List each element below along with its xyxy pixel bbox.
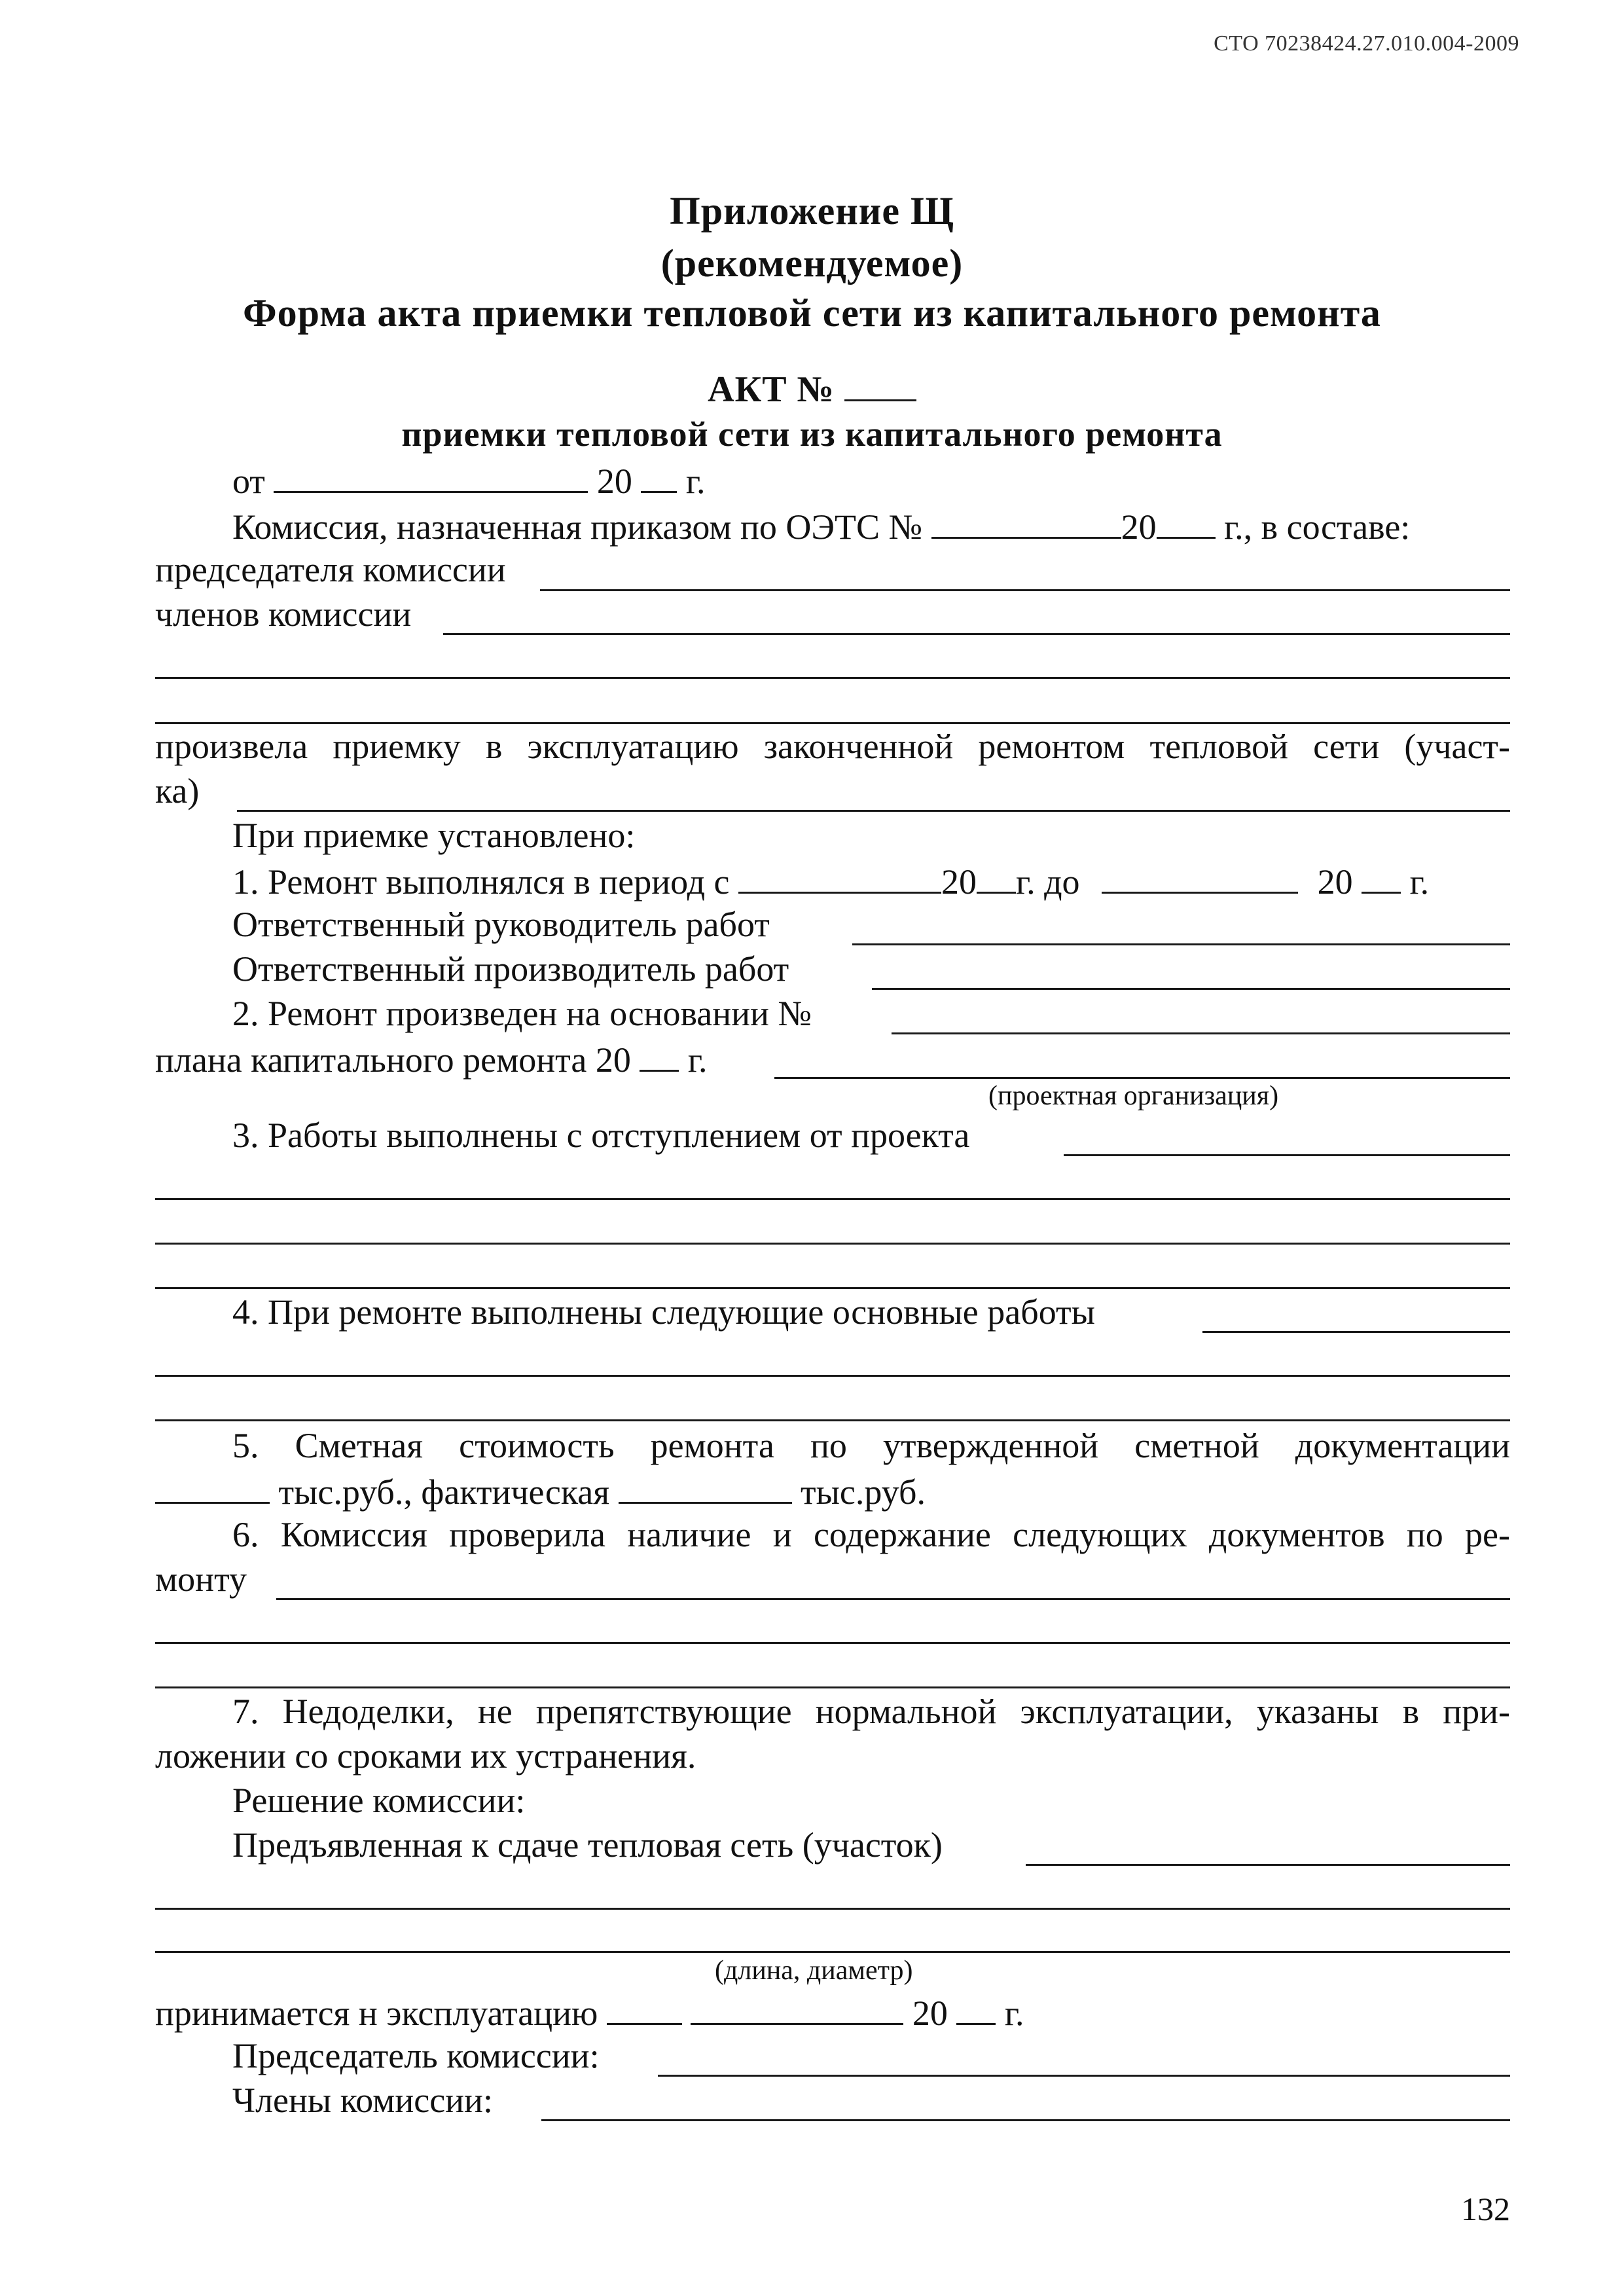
act-subtitle: приемки тепловой сети из капитального ремонта — [401, 414, 1223, 454]
item2-label: 2. Ремонт произведен на основании № — [232, 994, 812, 1033]
members-signature-blank[interactable] — [541, 2119, 1510, 2121]
item6-line-2: монту — [155, 1559, 247, 1599]
accepted-day-blank[interactable] — [607, 1990, 682, 2025]
period-start-year-blank[interactable] — [977, 859, 1016, 894]
estimated-cost-blank[interactable] — [155, 1469, 270, 1504]
presented-blank-3[interactable] — [155, 1951, 1510, 1953]
item4-blank-3[interactable] — [155, 1419, 1510, 1421]
accepted-year-blank[interactable] — [956, 1990, 996, 2025]
accepted-month-blank[interactable] — [691, 1990, 903, 2025]
chairman-blank[interactable] — [540, 589, 1510, 591]
item3-blank-4[interactable] — [155, 1287, 1510, 1289]
item5-unit1: тыс.руб., фактическая — [278, 1472, 610, 1512]
order-year-blank[interactable] — [1157, 504, 1216, 539]
accepted-year-suffix: г. — [1004, 1994, 1024, 2033]
actual-cost-blank[interactable] — [619, 1469, 792, 1504]
act-year-prefix: 20 — [596, 462, 632, 501]
item1-until: г. до — [1016, 862, 1080, 902]
act-date-blank[interactable] — [274, 458, 588, 493]
chairman-signature-label: Председатель комиссии: — [232, 2036, 600, 2075]
established-label: При приемке установлено: — [232, 816, 636, 855]
act-year-blank[interactable] — [641, 458, 677, 493]
decision-label: Решение комиссии: — [232, 1781, 526, 1820]
responsible-manager-label: Ответственный руководитель работ — [232, 905, 770, 944]
item5-unit2: тыс.руб. — [801, 1472, 926, 1512]
section-blank[interactable] — [237, 810, 1510, 812]
members-blank-3[interactable] — [155, 722, 1510, 724]
accepted-label: принимается н эксплуатацию — [155, 1994, 598, 2033]
item3-label: 3. Работы выполнены с отступлением от проекта — [232, 1116, 970, 1155]
act-year-suffix: г. — [685, 462, 706, 501]
item6-line-1: 6. Комиссия проверила наличие и содержание следующих документов по ре- — [232, 1515, 1510, 1554]
item6-blank[interactable] — [276, 1598, 1510, 1600]
responsible-manager-blank[interactable] — [852, 943, 1510, 945]
members-label: членов комиссии — [155, 594, 412, 634]
item7-line-1: 7. Недоделки, не препятствующие нормальной эксплуатации, указаны в при- — [232, 1692, 1510, 1731]
item3-blank-3[interactable] — [155, 1243, 1510, 1245]
item3-blank[interactable] — [1064, 1154, 1510, 1156]
plan-line — [155, 1037, 707, 1081]
appendix-subtitle: (рекомендуемое) — [660, 242, 964, 285]
period-end-blank[interactable] — [1102, 859, 1298, 894]
plan-label: плана капитального ремонта 20 — [155, 1040, 631, 1080]
chairman-signature-blank[interactable] — [658, 2075, 1510, 2077]
presented-blank-2[interactable] — [155, 1908, 1510, 1910]
responsible-producer-blank[interactable] — [872, 988, 1510, 990]
item6-blank-2[interactable] — [155, 1642, 1510, 1644]
act-number-blank[interactable] — [844, 367, 916, 401]
item3-blank-2[interactable] — [155, 1198, 1510, 1200]
members-blank[interactable] — [443, 633, 1510, 635]
item5-line-1: 5. Сметная стоимость ремонта по утвержденной сметной документации — [232, 1426, 1510, 1465]
responsible-producer-label: Ответственный производитель работ — [232, 949, 789, 989]
item1-year: 20 — [941, 862, 977, 902]
design-org-caption: (проектная организация) — [988, 1081, 1279, 1111]
act-date-label: от — [232, 462, 265, 501]
item2-blank[interactable] — [892, 1032, 1510, 1034]
chairman-label: председателя комиссии — [155, 550, 506, 589]
form-title: Форма акта приемки тепловой сети из капитального ремонта — [243, 291, 1381, 335]
commission-intro-line — [232, 504, 1410, 548]
acceptance-line-1: произвела приемку в эксплуатацию законченной ремонтом тепловой сети (участ- — [155, 727, 1510, 766]
document-code: СТО 70238424.27.010.004-2009 — [1214, 31, 1519, 56]
item1-line — [232, 859, 1429, 903]
page-number: 132 — [1461, 2191, 1510, 2227]
accepted-year: 20 — [912, 1994, 948, 2033]
item6-blank-3[interactable] — [155, 1686, 1510, 1688]
appendix-title: Приложение Щ — [670, 189, 954, 232]
item1-end-year: 20 — [1317, 862, 1353, 902]
plan-suffix: г. — [687, 1040, 708, 1080]
acceptance-line-2: ка) — [155, 771, 200, 811]
period-end-year-blank[interactable] — [1362, 859, 1401, 894]
item5-line-2 — [155, 1469, 926, 1513]
commission-year: 20 — [1121, 507, 1157, 547]
commission-intro: Комиссия, назначенная приказом по ОЭТС № — [232, 507, 923, 547]
item4-blank[interactable] — [1202, 1331, 1510, 1333]
item4-blank-2[interactable] — [155, 1375, 1510, 1377]
presented-label: Предъявленная к сдаче тепловая сеть (участок) — [232, 1825, 943, 1865]
plan-year-blank[interactable] — [640, 1037, 679, 1072]
order-number-blank[interactable] — [931, 504, 1121, 539]
length-diameter-caption: (длина, диаметр) — [715, 1956, 913, 1986]
act-number-heading — [0, 367, 1624, 410]
item1-start: 1. Ремонт выполнялся в период с — [232, 862, 730, 902]
commission-composition: г., в составе: — [1224, 507, 1411, 547]
presented-blank[interactable] — [1026, 1864, 1510, 1866]
members-blank-2[interactable] — [155, 677, 1510, 679]
period-start-blank[interactable] — [738, 859, 941, 894]
act-date-line — [232, 458, 705, 502]
item1-end-suffix: г. — [1409, 862, 1430, 902]
members-signature-label: Члены комиссии: — [232, 2081, 493, 2120]
design-org-blank[interactable] — [774, 1077, 1510, 1079]
act-number-label: АКТ № — [708, 369, 835, 410]
item4-label: 4. При ремонте выполнены следующие основные работы — [232, 1292, 1095, 1332]
accepted-line — [155, 1990, 1024, 2034]
item7-line-2: ложении со сроками их устранения. — [155, 1736, 696, 1776]
